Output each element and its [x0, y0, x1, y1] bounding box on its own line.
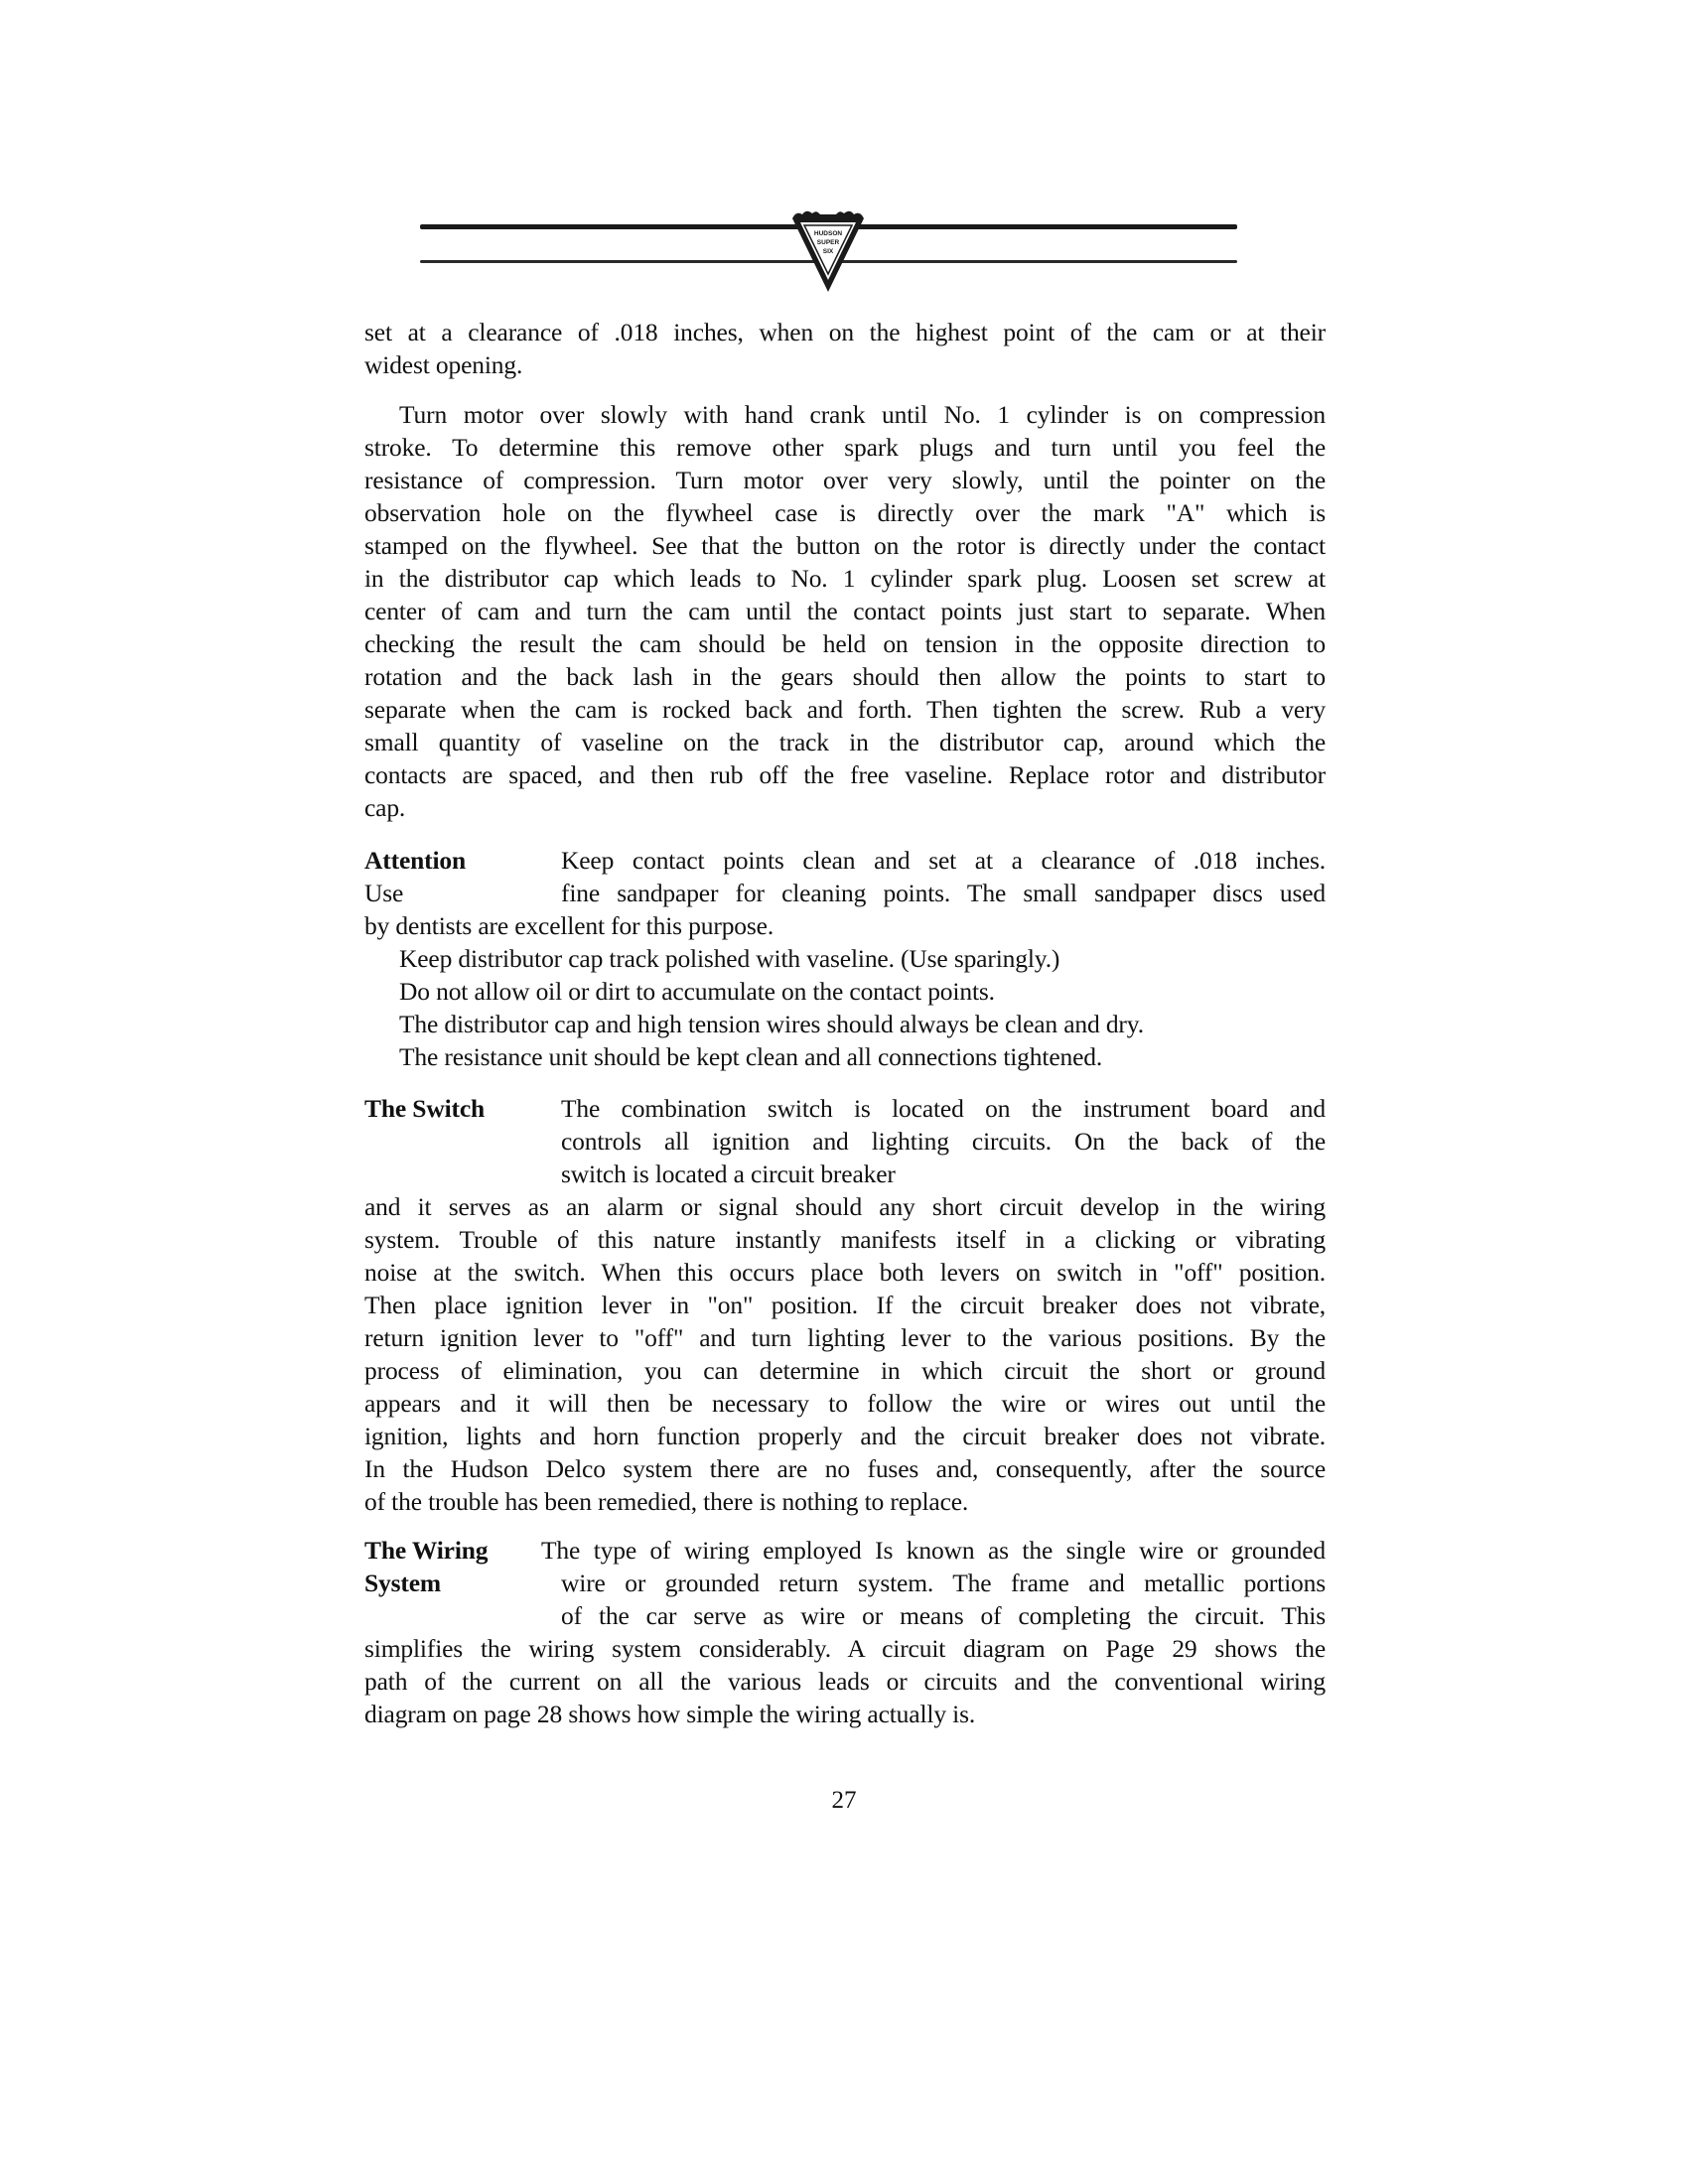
text-line: ignition, lights and horn function properly and the circuit breaker does not vibrate. [364, 1422, 1326, 1450]
section-label-attention: Attention [364, 846, 467, 875]
text-line: simplifies the wiring system considerably. A circuit diagram on Page 29 shows the [364, 1634, 1326, 1663]
emblem-line-1: HUDSON [813, 230, 843, 237]
hudson-super-six-shield-icon [788, 208, 868, 294]
text-line: stroke. To determine this remove other spark plugs and turn until you feel the [364, 433, 1326, 462]
text-line: center of cam and turn the cam until the contact points just start to separate. When [364, 597, 1326, 625]
text-line: Keep contact points clean and set at a clearance of .018 inches. [561, 846, 1326, 875]
text-line: of the car serve as wire or means of completing the circuit. This [561, 1601, 1326, 1630]
section-the-switch [364, 1092, 1326, 1518]
text-line: diagram on page 28 shows how simple the wiring actually is. [364, 1700, 976, 1728]
text-line: path of the current on all the various leads or circuits and the conventional wiring [364, 1667, 1326, 1696]
page-number: 27 [831, 1787, 857, 1814]
text-line: by dentists are excellent for this purpose. [364, 911, 774, 940]
text-line: Then place ignition lever in "on" position. If the circuit breaker does not vibrate, [364, 1291, 1326, 1319]
text-line: system. Trouble of this nature instantly manifests itself in a clicking or vibrating [364, 1225, 1326, 1254]
text-line: checking the result the cam should be held on tension in the opposite direction to [364, 629, 1326, 658]
section-attention [364, 844, 1326, 1073]
attention-item: The distributor cap and high tension wires should always be clean and dry. [399, 1010, 1144, 1038]
section-the-wiring-system [364, 1534, 1326, 1730]
text-line: stamped on the flywheel. See that the button on the rotor is directly under the contact [364, 531, 1326, 560]
text-line: Turn motor over slowly with hand crank until No. 1 cylinder is on compression [399, 400, 1326, 429]
text-line: contacts are spaced, and then rub off the free vaseline. Replace rotor and distributor [364, 760, 1326, 789]
text-line: switch is located a circuit breaker [561, 1160, 896, 1188]
text-line: The combination switch is located on the instrument board and [561, 1094, 1326, 1123]
text-line: resistance of compression. Turn motor over very slowly, until the pointer on the [364, 466, 1326, 494]
text-line: controls all ignition and lighting circuits. On the back of the [561, 1127, 1326, 1156]
attention-item: Do not allow oil or dirt to accumulate on the contact points. [399, 977, 995, 1006]
text-line: wire or grounded return system. The frame and metallic portions [561, 1569, 1326, 1597]
text-line: small quantity of vaseline on the track in the distributor cap, around which the [364, 728, 1326, 756]
attention-item: Keep distributor cap track polished with vaseline. (Use sparingly.) [399, 944, 1060, 973]
paragraph-timing-procedure [364, 398, 1326, 824]
attention-item: The resistance unit should be kept clean and all connections tightened. [399, 1042, 1103, 1071]
section-label-system: System [364, 1569, 442, 1597]
emblem-line-2: SUPER [816, 239, 840, 246]
text-line: The type of wiring employed Is known as the single wire or grounded [541, 1536, 1326, 1565]
text-line: appears and it will then be necessary to follow the wire or wires out until the [364, 1389, 1326, 1418]
text-line: separate when the cam is rocked back and forth. Then tighten the screw. Rub a very [364, 695, 1326, 724]
text-line: of the trouble has been remedied, there is nothing to replace. [364, 1487, 969, 1516]
text-line: return ignition lever to "off" and turn lighting lever to the various positions. By the [364, 1323, 1326, 1352]
text-line: widest opening. [364, 350, 523, 379]
text-line: set at a clearance of .018 inches, when on the highest point of the cam or at their [364, 318, 1326, 346]
text-line: process of elimination, you can determine in which circuit the short or ground [364, 1356, 1326, 1385]
section-label-wiring: The Wiring [364, 1536, 489, 1565]
paragraph-continued [364, 316, 1326, 381]
text-word-use: Use [364, 879, 404, 907]
text-line: and it serves as an alarm or signal should any short circuit develop in the wiring [364, 1192, 1326, 1221]
text-line: in the distributor cap which leads to No. 1 cylinder spark plug. Loosen set screw at [364, 564, 1326, 593]
text-line: fine sandpaper for cleaning points. The small sandpaper discs used [561, 879, 1326, 907]
text-line: cap. [364, 793, 406, 822]
text-line: observation hole on the flywheel case is directly over the mark "A" which is [364, 498, 1326, 527]
text-line: In the Hudson Delco system there are no fuses and, consequently, after the source [364, 1454, 1326, 1483]
text-line: rotation and the back lash in the gears should then allow the points to start to [364, 662, 1326, 691]
section-label-switch: The Switch [364, 1094, 486, 1123]
emblem-line-3: SIX [822, 248, 834, 255]
text-line: noise at the switch. When this occurs place both levers on switch in "off" position. [364, 1258, 1326, 1287]
